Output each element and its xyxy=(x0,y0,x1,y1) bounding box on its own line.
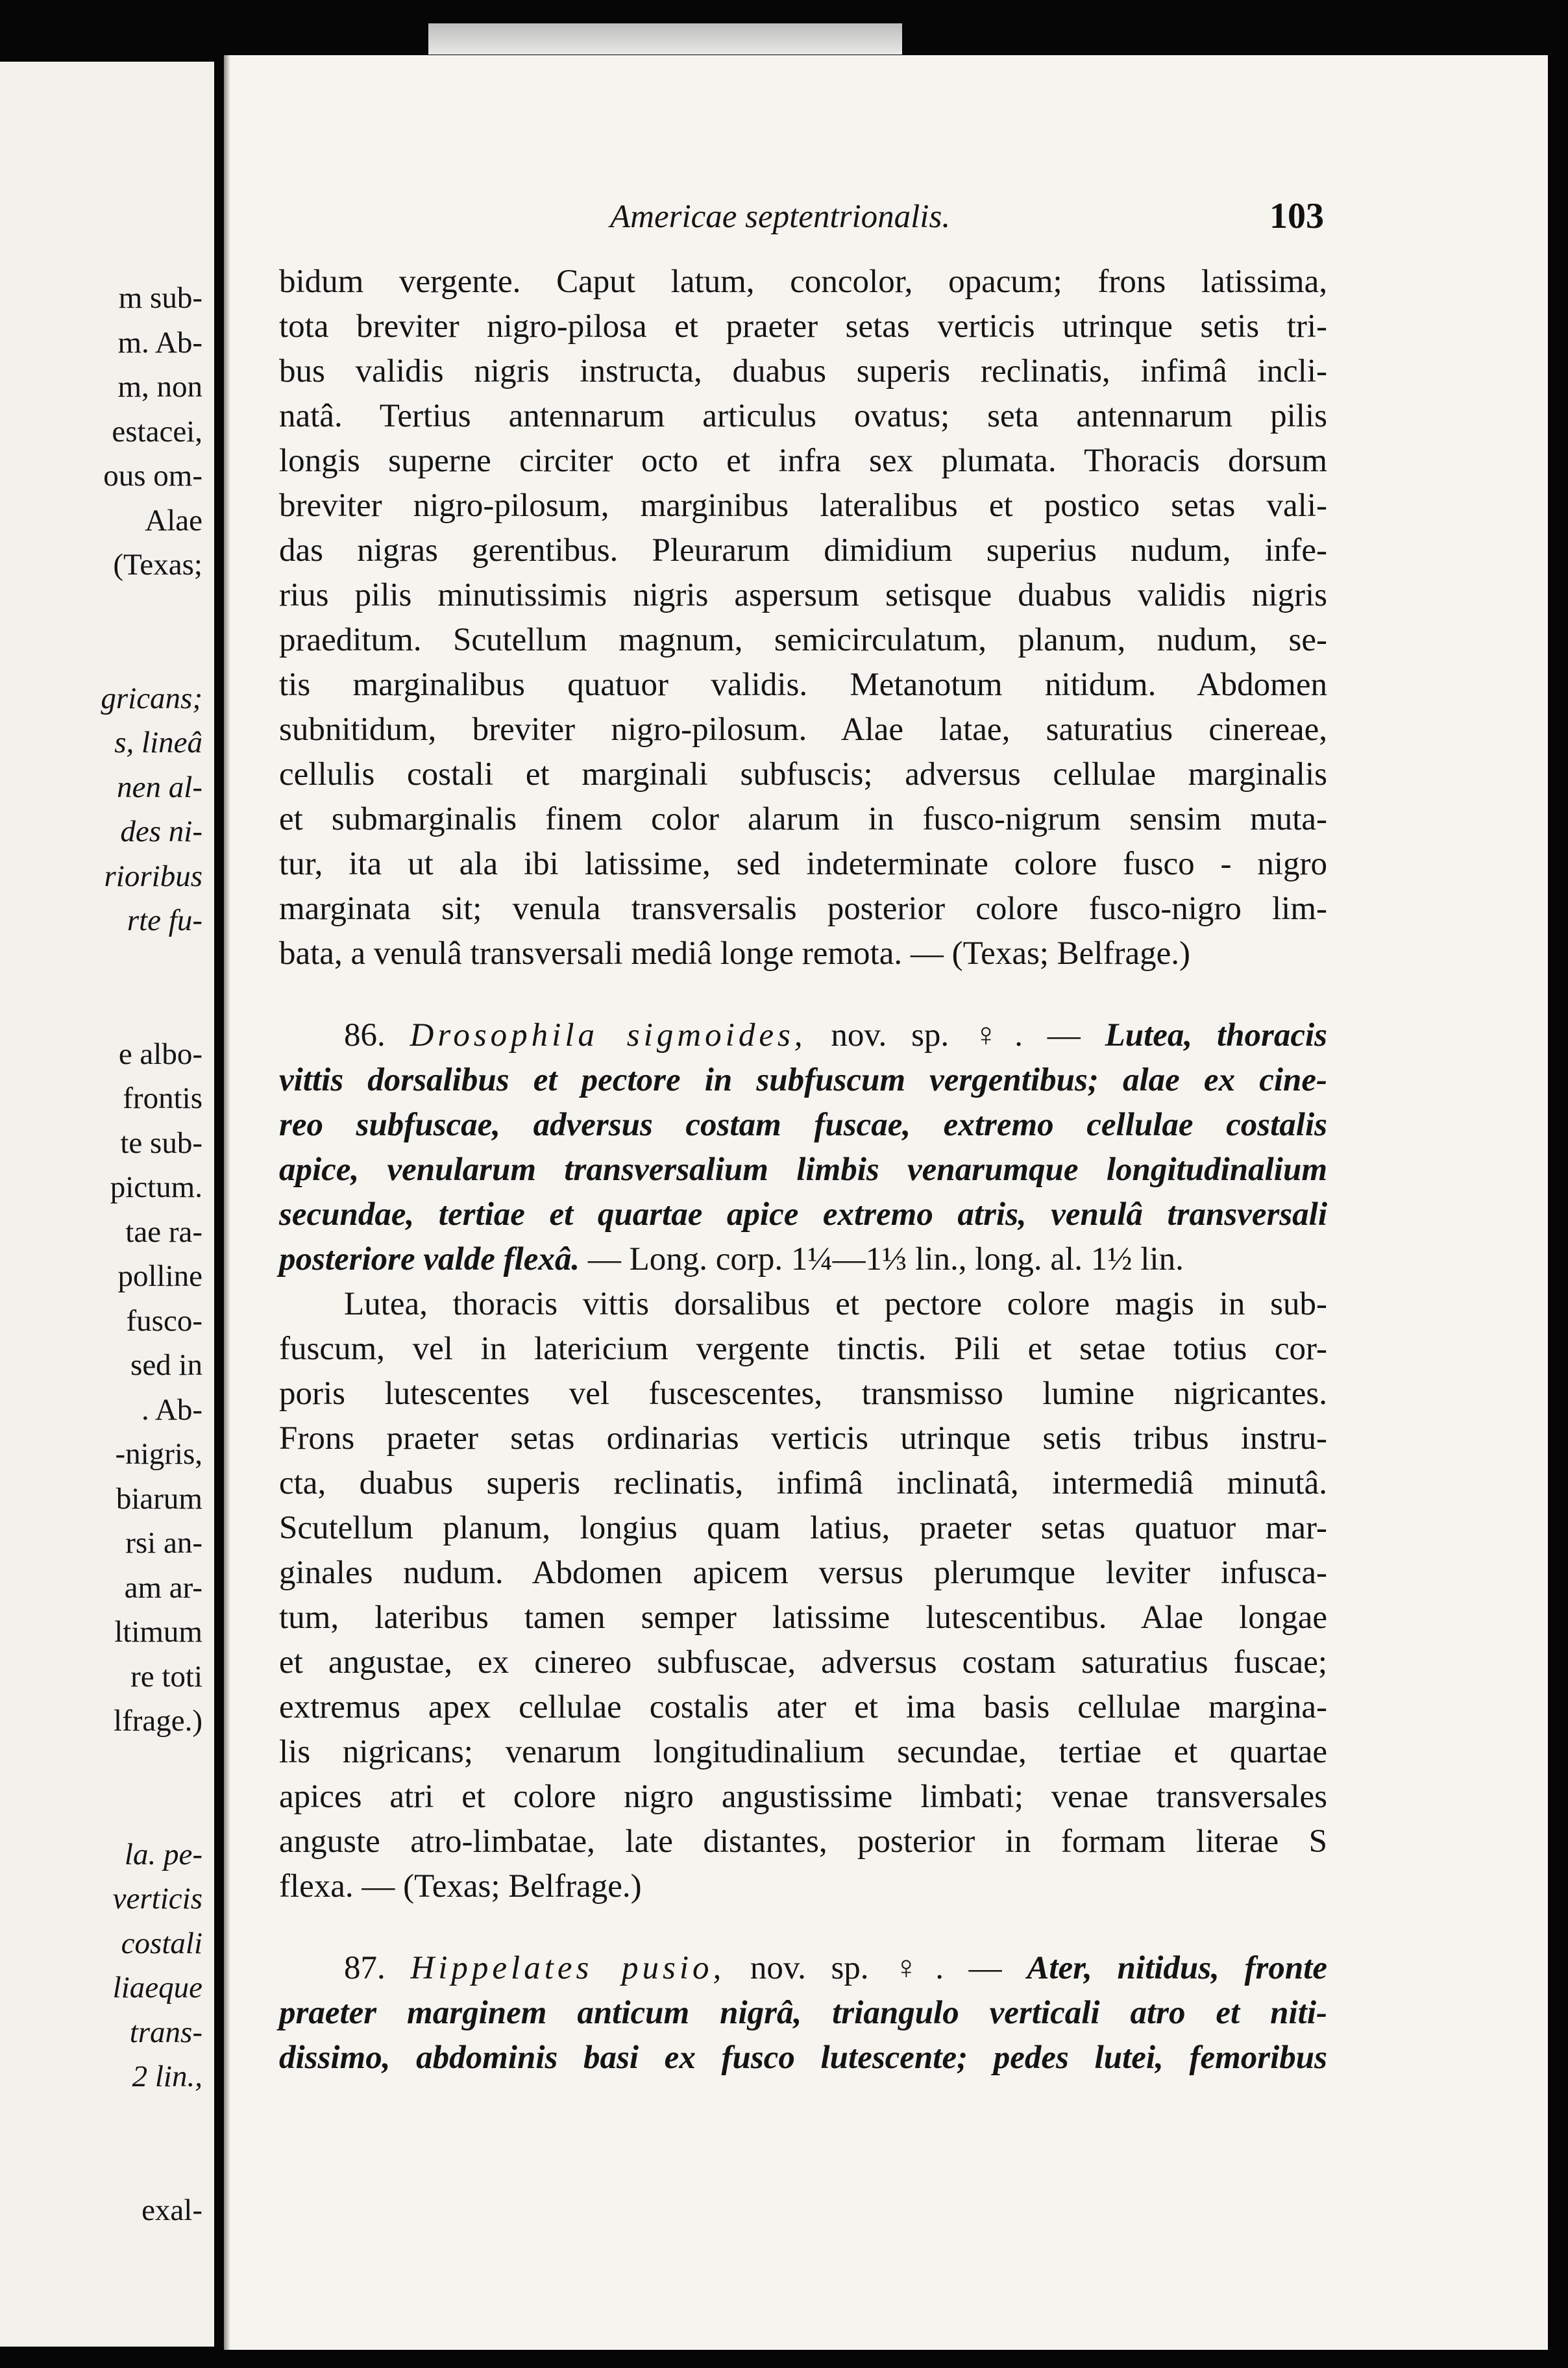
text-line: marginata sit; venula transversalis posterior colore fusco-nigro lim- xyxy=(279,891,1327,927)
species-entry-86 xyxy=(279,1013,1327,1282)
species-heading xyxy=(279,1013,1327,1058)
left-page-line: rioribus xyxy=(104,859,202,893)
left-page-line: nen al- xyxy=(117,770,202,804)
text-line: fuscum, vel in latericium vergente tinctis. Pili et setae totius cor- xyxy=(279,1331,1327,1367)
page-body xyxy=(279,260,1327,2080)
diagnosis-end: posteriore valde flexâ. xyxy=(279,1241,580,1277)
text-line: apices atri et colore nigro angustissime limbati; venae transversales xyxy=(279,1779,1327,1815)
left-page-line: te sub- xyxy=(120,1126,202,1160)
left-page-line: frontis xyxy=(123,1081,202,1115)
left-page-line: gricans; xyxy=(101,681,202,715)
diagnosis-line: secundae, tertiae et quartae apice extremo atris, venulâ transversali xyxy=(279,1196,1327,1233)
diagnosis-start: Ater, nitidus, fronte xyxy=(1027,1950,1328,1986)
scan-artifact xyxy=(428,23,902,55)
left-page-line: la. pe- xyxy=(124,1837,202,1871)
diagnosis-line: praeter marginem anticum nigrâ, triangulo verticali atro et niti- xyxy=(279,1995,1327,2031)
species-name: Drosophila sigmoides, xyxy=(410,1017,807,1054)
left-page-line: costali xyxy=(121,1926,202,1960)
text-line: extremus apex cellulae costalis ater et ima basis cellulae margina- xyxy=(279,1689,1327,1725)
text-line: tis marginalibus quatuor validis. Metanotum nitidum. Abdomen xyxy=(279,667,1327,703)
diagnosis-line: apice, venularum transversalium limbis venarumque longitudinalium xyxy=(279,1152,1327,1188)
left-page-line: (Texas; xyxy=(113,548,202,582)
left-page-line: . Ab- xyxy=(141,1392,202,1427)
left-page-line: -nigris, xyxy=(115,1437,202,1471)
diagnosis xyxy=(279,1058,1327,1237)
text-line: tum, lateribus tamen semper latissime lutescentibus. Alae longae xyxy=(279,1599,1327,1636)
species-name: Hippelates pusio, xyxy=(410,1950,726,1986)
text-line: lis nigricans; venarum longitudinalium secundae, tertiae et quartae xyxy=(279,1734,1327,1770)
left-page-line: des ni- xyxy=(120,815,202,848)
left-page-line: m. Ab- xyxy=(117,325,202,360)
left-page-line: s, lineâ xyxy=(114,726,202,759)
text-line: anguste atro-limbatae, late distantes, posterior in formam literae S xyxy=(279,1823,1327,1860)
text-line: Scutellum planum, longius quam latius, praeter setas quatuor mar- xyxy=(279,1510,1327,1546)
paragraph-continued xyxy=(279,260,1327,976)
running-head xyxy=(286,198,1324,250)
left-page-line: fusco- xyxy=(126,1303,202,1338)
text-line: et submarginalis finem color alarum in fusco-nigrum sensim muta- xyxy=(279,801,1327,837)
left-page-line: am ar- xyxy=(124,1570,202,1605)
text-line: Lutea, thoracis vittis dorsalibus et pectore colore magis in sub- xyxy=(344,1286,1327,1322)
text-line: bidum vergente. Caput latum, concolor, opacum; frons latissima, xyxy=(279,264,1327,300)
left-page-line: rsi an- xyxy=(125,1526,202,1560)
left-page-line: re toti xyxy=(130,1659,202,1694)
left-page-line: estacei, xyxy=(112,414,202,449)
left-page-line: e albo- xyxy=(118,1037,202,1071)
left-page-line: exal- xyxy=(141,2193,202,2227)
left-page-line: ous om- xyxy=(103,459,202,493)
species-number: 86. xyxy=(344,1017,386,1054)
left-page-line: lfrage.) xyxy=(114,1704,202,1738)
text-line: breviter nigro-pilosum, marginibus lateralibus et postico setas vali- xyxy=(279,487,1327,524)
diagnosis-start: Lutea, thoracis xyxy=(1105,1017,1328,1054)
species-description xyxy=(279,1282,1327,1909)
page-number: 103 xyxy=(1269,196,1324,236)
text-line: flexa. — (Texas; Belfrage.) xyxy=(279,1868,642,1905)
left-page-fragment xyxy=(0,62,214,2347)
text-line: praeditum. Scutellum magnum, semicirculatum, planum, nudum, se- xyxy=(279,622,1327,658)
text-line: poris lutescentes vel fuscescentes, transmisso lumine nigricantes. xyxy=(279,1375,1327,1412)
running-title: Americae septentrionalis. xyxy=(610,199,951,235)
text-line: bata, a venulâ transversali mediâ longe remota. — (Texas; Belfrage.) xyxy=(279,935,1191,972)
left-page-line: m, non xyxy=(117,370,202,404)
left-page-line: rte fu- xyxy=(127,904,202,937)
left-page-line: m sub- xyxy=(118,281,202,315)
text-line: Frons praeter setas ordinarias verticis utrinque setis tribus instru- xyxy=(279,1420,1327,1457)
text-line: subnitidum, breviter nigro-pilosum. Alae latae, saturatius cinereae, xyxy=(279,711,1327,748)
left-page-line: ltimum xyxy=(114,1615,202,1649)
left-page-line: sed in xyxy=(130,1348,202,1382)
species-entry-87 xyxy=(279,1946,1327,2080)
diagnosis-end-line xyxy=(279,1237,1327,1282)
left-page-line: liaeque xyxy=(112,1971,202,2004)
text-line: et angustae, ex cinereo subfuscae, adversus costam saturatius fuscae; xyxy=(279,1644,1327,1681)
left-page-line: verticis xyxy=(112,1882,202,1916)
left-page-line: trans- xyxy=(129,2015,202,2049)
text-line: bus validis nigris instructa, duabus superis reclinatis, infimâ incli- xyxy=(279,353,1327,389)
left-page-line: polline xyxy=(117,1259,202,1293)
diagnosis-line: dissimo, abdominis basi ex fusco lutescente; pedes lutei, femoribus xyxy=(279,2040,1327,2076)
text-line: rius pilis minutissimis nigris aspersum setisque duabus validis nigris xyxy=(279,577,1327,613)
diagnosis xyxy=(279,1991,1327,2080)
text-line: cellulis costali et marginali subfuscis; adversus cellulae marginalis xyxy=(279,756,1327,793)
diagnosis-line: vittis dorsalibus et pectore in subfuscum vergentibus; alae ex cine- xyxy=(279,1062,1327,1098)
diagnosis-line: reo subfuscae, adversus costam fuscae, extremo cellulae costalis xyxy=(279,1107,1327,1143)
species-status: nov. sp. ♀. — xyxy=(750,1950,1002,1986)
left-page-line: biarum xyxy=(116,1481,202,1516)
text-line: cta, duabus superis reclinatis, infimâ inclinatâ, intermediâ minutâ. xyxy=(279,1465,1327,1501)
left-page-line: Alae xyxy=(145,503,202,537)
text-line: das nigras gerentibus. Pleurarum dimidium superius nudum, infe- xyxy=(279,532,1327,569)
species-heading xyxy=(279,1946,1327,1991)
left-page-line: pictum. xyxy=(110,1170,202,1204)
species-number: 87. xyxy=(344,1950,386,1986)
left-page-line: 2 lin., xyxy=(132,2060,202,2093)
text-line: tur, ita ut ala ibi latissime, sed indeterminate colore fusco - nigro xyxy=(279,846,1327,882)
measurements: — Long. corp. 1¼—1⅓ lin., long. al. 1½ lin. xyxy=(587,1241,1184,1277)
species-status: nov. sp. ♀. — xyxy=(831,1017,1081,1054)
text-line: tota breviter nigro-pilosa et praeter setas verticis utrinque setis tri- xyxy=(279,308,1327,345)
left-page-line: tae ra- xyxy=(125,1215,202,1249)
text-line: longis superne circiter octo et infra sex plumata. Thoracis dorsum xyxy=(279,443,1327,479)
left-page-text xyxy=(0,276,202,2232)
page-gutter-shadow xyxy=(224,55,230,2350)
text-line: natâ. Tertius antennarum articulus ovatus; seta antennarum pilis xyxy=(279,398,1327,434)
text-line: ginales nudum. Abdomen apicem versus plerumque leviter infusca- xyxy=(279,1555,1327,1591)
